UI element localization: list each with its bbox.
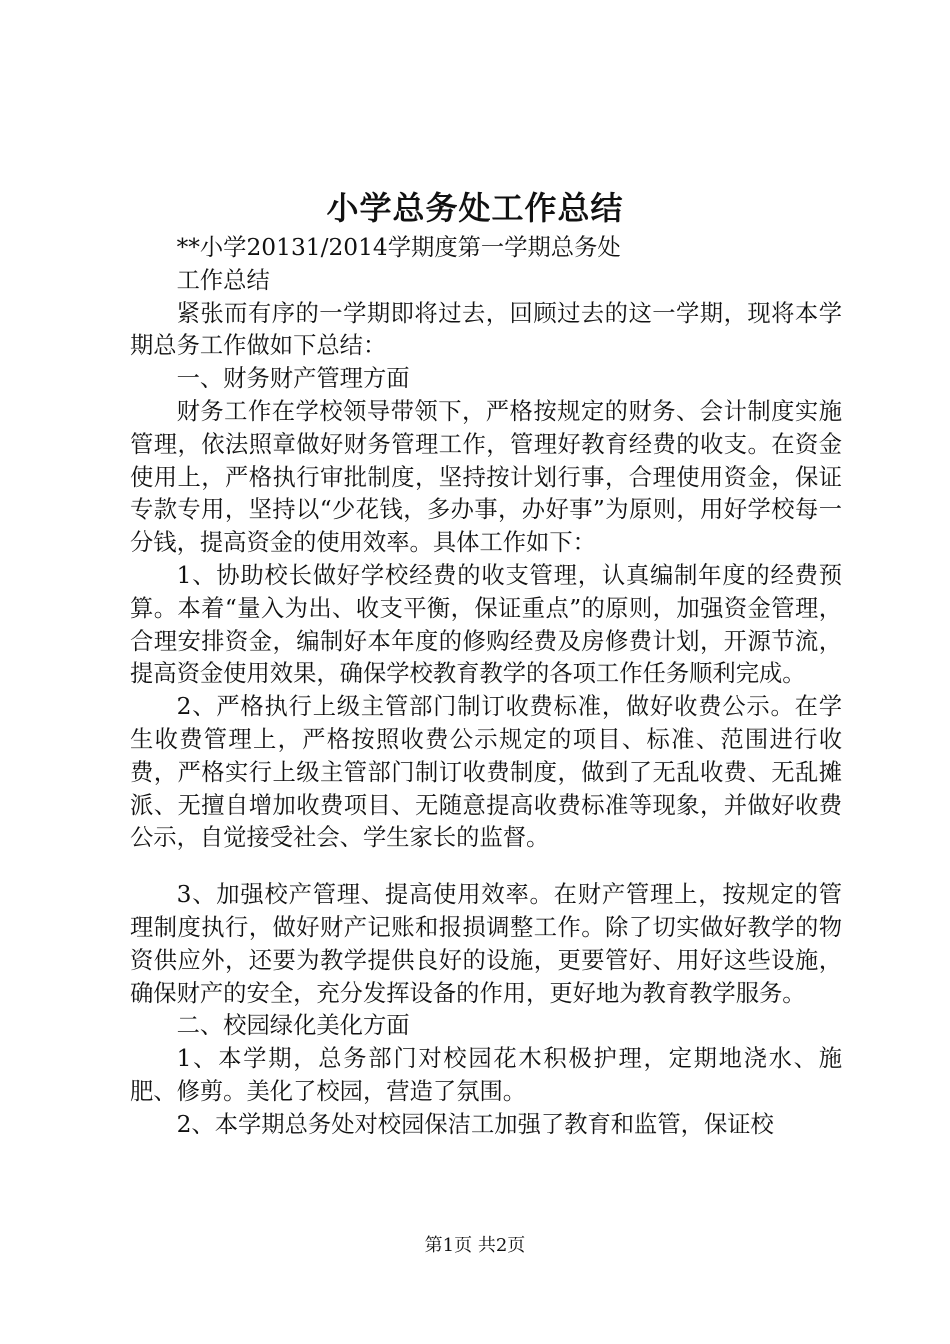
- document-body: [130, 232, 842, 1142]
- paragraph-heading-line: **小学20131/2014学期度第一学期总务处: [176, 234, 621, 261]
- paragraph-heading-line-2: 工作总结: [176, 266, 270, 294]
- section-heading-greening: 二、校园绿化美化方面: [176, 1012, 410, 1040]
- paragraph-finance: 财务工作在学校领导带领下，严格按规定的财务、会计制度实施管理，依法照章做好财务管理工作，管理好教育经费的收支。在资金使用上，严格执行审批制度，坚持按计划行事，合理使用资金，保证专款专用，坚持以“少花钱，多办事，办好事”为原则，用好学校每一分钱，提高资金的使用效率。具体工作如下：: [130, 397, 842, 557]
- paragraph-item-3: 3、加强校产管理、提高使用效率。在财产管理上，按规定的管理制度执行，做好财产记账和报损调整工作。除了切实做好教学的物资供应外，还要为教学提供良好的设施，更要管好、用好这些设施，确保财产的安全，充分发挥设备的作用，更好地为教育教学服务。: [130, 881, 842, 1007]
- section-heading-finance: 一、财务财产管理方面: [176, 365, 410, 393]
- paragraph-item-1: 1、协助校长做好学校经费的收支管理，认真编制年度的经费预算。本着“量入为出、收支平衡，保证重点”的原则，加强资金管理，合理安排资金，编制好本年度的修购经费及房修费计划，开源节流，提高资金使用效果，确保学校教育教学的各项工作任务顺利完成。: [130, 561, 842, 688]
- paragraph-intro: 紧张而有序的一学期即将过去，回顾过去的这一学期，现将本学期总务工作做如下总结：: [130, 299, 842, 360]
- paragraph-item-2: 2、严格执行上级主管部门制订收费标准，做好收费公示。在学生收费管理上，严格按照收费公示规定的项目、标准、范围进行收费，严格实行上级主管部门制订收费制度，做到了无乱收费、无乱摊派、无擅自增加收费项目、无随意提高收费标准等现象，并做好收费公示，自觉接受社会、学生家长的监督。: [130, 693, 842, 852]
- page-footer: 第1页 共2页: [424, 1235, 526, 1256]
- document-title: 小学总务处工作总结: [326, 189, 624, 227]
- paragraph-greening-1: 1、本学期，总务部门对校园花木积极护理，定期地浇水、施肥、修剪。美化了校园，营造了氛围。: [130, 1045, 842, 1105]
- paragraph-greening-2: 2、本学期总务处对校园保洁工加强了教育和监管，保证校: [176, 1110, 774, 1138]
